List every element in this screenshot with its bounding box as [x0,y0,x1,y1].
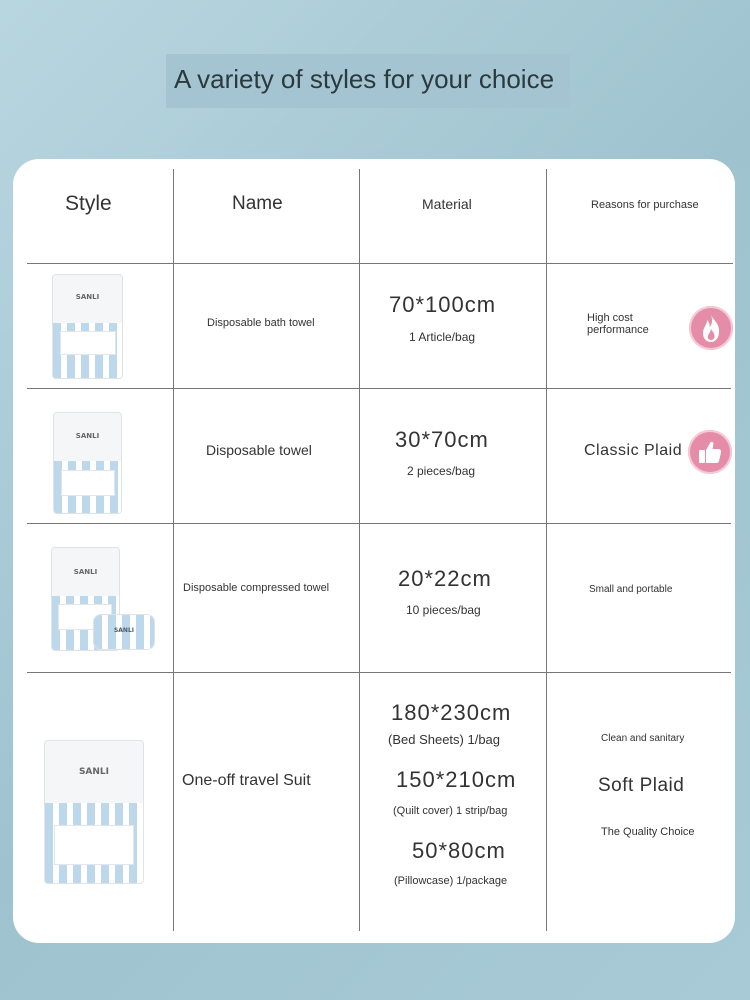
row-1-name: Disposable bath towel [207,317,315,329]
page-heading: A variety of styles for your choice [174,64,555,94]
row-1-reason-line-1: High cost [587,312,633,324]
row-divider [27,523,731,524]
column-divider [173,169,174,931]
product-image-bath-towel: SANLI [52,274,123,379]
product-image-compressed-tablets: SANLI [93,614,155,650]
row-4-name: One-off travel Suit [182,772,311,789]
row-1-reason-line-2: performance [587,324,649,336]
row-4-item-3-size: 50*80cm [412,838,506,863]
row-1-size: 70*100cm [389,292,497,317]
row-2-quantity: 2 pieces/bag [407,464,476,478]
header-material: Material [422,196,472,212]
row-2-name: Disposable towel [206,442,312,458]
header-name: Name [232,193,283,214]
row-4-item-1-quantity: (Bed Sheets) 1/bag [388,732,501,747]
row-4-item-2-quantity: (Quilt cover) 1 strip/bag [393,805,508,817]
header-style: Style [65,192,112,215]
row-3-size: 20*22cm [398,566,492,591]
row-4-item-1-size: 180*230cm [391,700,512,725]
row-4-item-2-size: 150*210cm [396,767,517,792]
fire-icon [689,306,733,350]
row-1-quantity: 1 Article/bag [409,330,476,344]
header-reasons: Reasons for purchase [591,199,699,211]
row-divider [27,672,731,673]
row-2-reason: Classic Plaid [584,442,683,459]
row-4-reason-2: Soft Plaid [598,775,685,796]
row-4-item-3-quantity: (Pillowcase) 1/package [394,875,508,887]
column-divider [546,169,547,931]
row-divider [27,263,733,264]
row-4-reason-3: The Quality Choice [601,826,695,838]
row-3-quantity: 10 pieces/bag [406,603,481,617]
row-divider [27,388,731,389]
thumbs-up-icon [688,430,732,474]
product-image-compressed-towel: SANLI [51,547,120,651]
row-4-reason-1: Clean and sanitary [601,733,685,744]
product-image-travel-suit: SANLI [44,740,144,884]
row-3-reason: Small and portable [589,584,673,595]
row-3-name: Disposable compressed towel [183,582,330,594]
row-2-size: 30*70cm [395,427,489,452]
product-table-card [13,159,735,943]
column-divider [359,169,360,931]
product-image-towel: SANLI [53,412,122,514]
